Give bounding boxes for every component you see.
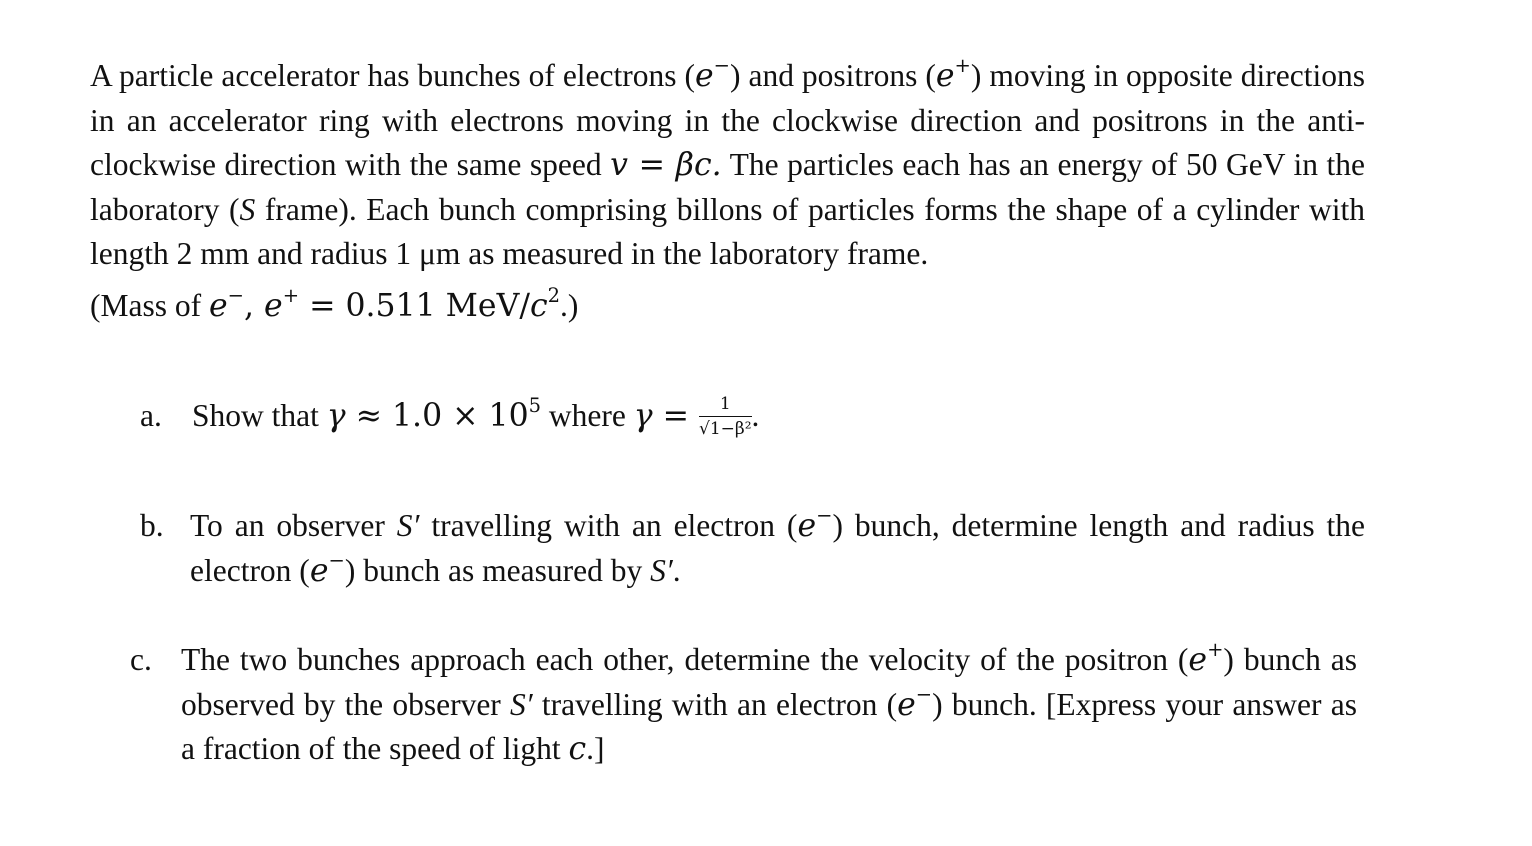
intro-text-4: The particles each has an energy of 50 GeV in the laboratory (: [90, 147, 1366, 227]
mass-note: (Mass of e−, e+ = 0.511 MeV/$c^2$.): [90, 284, 579, 324]
mass-electron-symbol: e: [209, 288, 228, 324]
qb-text-4: ) bunch as measured by: [344, 552, 651, 588]
intro-text-1: A particle accelerator has bunches of electrons (: [90, 58, 695, 93]
problem-statement: [90, 54, 1365, 277]
intro-text-3: ) moving in opposite directions in an accelerator ring with electrons moving in the clockwise direction and positrons in the anti-clockwise direction with the same speed: [90, 58, 1365, 182]
qc-plus: +: [1207, 638, 1224, 662]
qc-text-4: ) bunch. [Express your answer as a fraction of the speed of light: [181, 686, 1357, 766]
mass-plus-superscript: +: [282, 284, 300, 308]
qc-observer-symbol: S′: [510, 686, 533, 722]
electron-symbol: e: [694, 58, 714, 94]
qc-text-5: .]: [586, 731, 605, 766]
qb-minus-2: −: [328, 548, 345, 572]
mass-minus-superscript: −: [227, 284, 245, 308]
question-c-letter: c.: [130, 642, 152, 677]
question-a-letter: a.: [140, 398, 162, 433]
qa-exponent: 5: [528, 394, 542, 418]
fraction-numerator: 1: [699, 394, 752, 417]
qa-period: .: [751, 398, 760, 433]
qb-text-3: ) bunch, determine length and radius the electron (: [190, 508, 1365, 588]
qb-period: .: [672, 552, 681, 588]
minus-superscript: −: [713, 54, 730, 78]
qb-text-2: travelling with an electron (: [419, 508, 798, 543]
frame-symbol: S: [239, 191, 256, 227]
intro-text-2: ) and positrons (: [730, 58, 936, 93]
mass-separator: ,: [244, 288, 265, 324]
qc-positron-symbol: e: [1188, 642, 1208, 678]
qc-electron-symbol: e: [897, 686, 916, 723]
qb-electron-symbol-2: e: [309, 552, 329, 589]
qc-text-1: The two bunches approach each other, determine the velocity of the positron (: [181, 642, 1189, 677]
mass-positron-symbol: e: [264, 288, 283, 324]
question-a-text: [192, 394, 759, 441]
qc-minus: −: [915, 682, 933, 706]
mass-suffix: .): [560, 288, 579, 323]
mass-c-symbol: c: [529, 288, 548, 324]
lorentz-factor-fraction: [699, 394, 752, 439]
qc-text-3: travelling with an electron (: [532, 686, 898, 722]
question-c-text: [181, 638, 1357, 772]
qa-text-3: where: [541, 398, 634, 433]
plus-superscript: +: [954, 54, 971, 78]
qb-text-1: To an observer: [190, 508, 397, 543]
qa-text-1: Show that: [192, 398, 327, 433]
gamma-symbol: γ: [326, 398, 346, 434]
gamma-symbol-2: γ: [633, 398, 653, 434]
qb-electron-symbol: e: [797, 508, 817, 544]
intro-text-5: frame). Each bunch comprising billons of particles forms the shape of a cylinder with length 2 mm and radius 1 μm as measured in the laboratory frame.: [90, 191, 1365, 271]
qc-text-2: ) bunch as observed by the observer: [181, 642, 1357, 722]
positron-symbol: e: [935, 58, 955, 94]
observer-symbol: S′: [396, 508, 420, 543]
question-b-letter: b.: [140, 508, 164, 543]
qa-equals: =: [652, 398, 699, 434]
fraction-denominator: √1−β²: [699, 419, 752, 440]
qa-approx: ≈ 1.0 × 10: [345, 398, 529, 434]
mass-value: = 0.511 MeV/: [299, 288, 530, 324]
observer-symbol-2: S′: [650, 552, 673, 588]
speed-equation: v = βc.: [610, 147, 722, 183]
mass-prefix: (Mass of: [90, 288, 209, 323]
light-speed-symbol: c: [568, 731, 587, 767]
qb-minus-1: −: [816, 504, 833, 528]
question-b-text: [190, 504, 1365, 593]
